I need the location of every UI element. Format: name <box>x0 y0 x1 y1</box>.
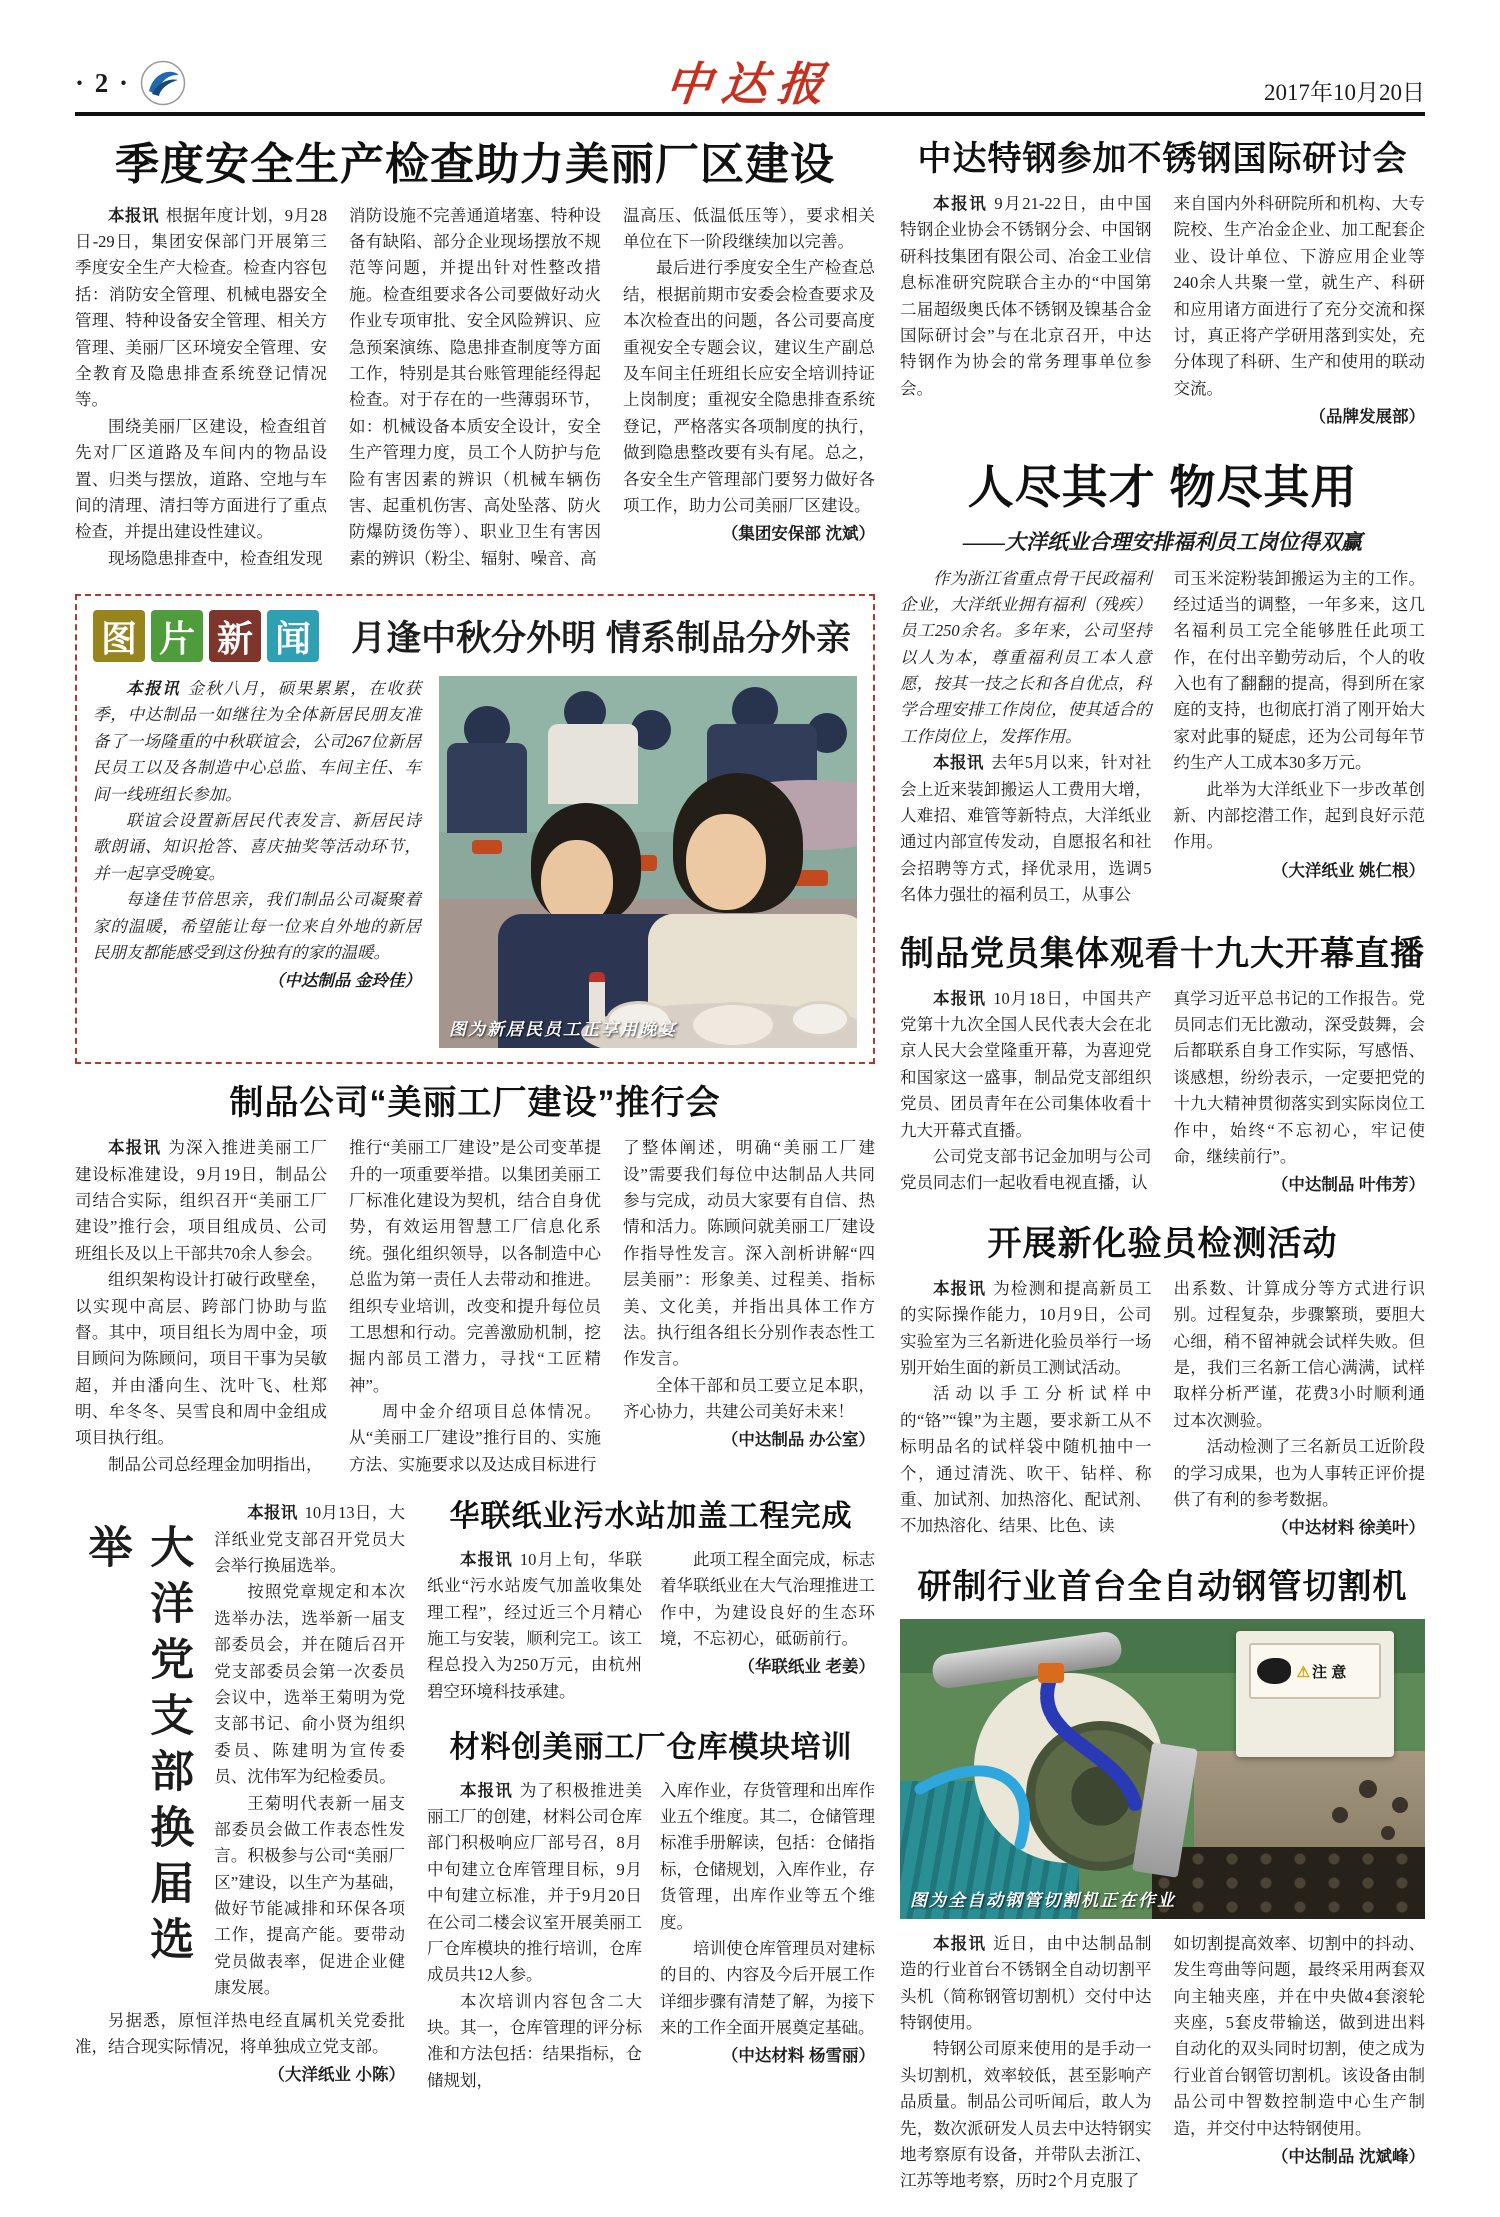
paragraph: 出系数、计算成分等方式进行识别。过程复杂，步骤繁琐，要胆大心细，稍不留神就会试样失败。但是，我们三名新工信心满满，试样取样分析严谨，花费3小时顺利通过本次测验。 <box>1173 1278 1425 1430</box>
column-2 <box>1174 986 1426 1199</box>
photo-caption: 图为全自动钢管切割机正在作业 <box>910 1890 1176 1910</box>
article-columns <box>900 1276 1425 1542</box>
article-columns <box>427 1778 875 2095</box>
paragraph-text: 9月21-22日，由中国特钢企业协会不锈钢分会、中国钢研科技集团有限公司、冶金工业信息标准研究院联合主办的“中国第二届超级奥氏体不锈钢及镍基合金国际研讨会”与在北京召开，中达特钢作为协会的常务理事单位参会。 <box>900 194 1152 398</box>
article-pipe-cutter <box>900 1568 1425 2195</box>
paragraph-text: 为了积极推进美丽工厂的创建，材料公司仓库部门积极响应厂部号召，8月中旬建立仓库管理目标，9月中旬建立标准，并于9月20日在公司二楼会议室开展美丽工厂仓库模块的推行培训，仓库成员共12人参。 <box>427 1780 643 1985</box>
column-1 <box>427 1778 642 2095</box>
paragraph: 公司党支部书记金加明与公司党员同志们一起收看电视直播，认 <box>900 1147 1152 1193</box>
paragraph: 组织架构设计打破行政壁垒，以实现中高层、跨部门协助与监督。其中，项目组长为周中金，项目顾问为陈顾问，项目干事为吴敏超，并由潘向生、沈叶飞、杜郑明、牟冬冬、吴雪良和周中金组成项目执行组。 <box>75 1270 327 1448</box>
article-talent-use <box>900 461 1425 909</box>
column-2 <box>1174 1276 1426 1542</box>
page-number: · 2 · <box>75 67 131 98</box>
photo-woman-right-face <box>686 814 766 910</box>
paragraph <box>427 1778 642 1989</box>
paragraph: 现场隐患排查中，检查组发现 <box>108 548 323 568</box>
dateline-label: 本报讯 <box>108 206 159 225</box>
paragraph <box>900 1931 1152 2037</box>
paragraph <box>75 203 327 414</box>
paragraph: 活动检测了三名新员工近阶段的学习成果，也为人事转正评价提供了有利的参考数据。 <box>1173 1437 1425 1510</box>
article-dayang-election <box>75 1500 405 2116</box>
dateline-label: 本报讯 <box>460 1781 513 1800</box>
paragraph: 活动以手工分析试样中的“铬”“镍”为主题，要求新工从不标明品名的试样袋中随机抽中一个，通过清洗、吹干、钻样、称重、加试剂、加热溶化、配试剂、不加热溶化、结果、比色、读 <box>900 1384 1152 1536</box>
company-logo-icon <box>140 60 186 106</box>
photo-figure <box>447 743 527 833</box>
column-1 <box>900 1276 1152 1542</box>
paragraph: 特钢公司原来使用的是手动一头切割机，效率较低，甚至影响产品质量。制品公司听闻后，敢人为先，数次派研发人员去中达特钢实地考察原有设备，并带队去浙江、江苏等地考察，历时2个月克服了 <box>900 2039 1152 2191</box>
coolant-hoses-graphic <box>900 1619 1425 1919</box>
paragraph-text: 10月13日，大洋纸业党支部召开党员大会举行换届选举。 <box>214 1503 406 1576</box>
logo-tile-icon: 片 <box>151 610 203 662</box>
column-1 <box>900 1931 1152 2195</box>
paragraph: 王菊明代表新一届支部委员会做工作表态性发言。积极参与公司“美丽厂区”建设，以生产为基础，做好节能减排和环保各项工作，提高产能。要带动党员做表率，促进企业健康发展。 <box>214 1793 405 1998</box>
dateline-label: 本报讯 <box>933 754 984 773</box>
vertical-headline: 大洋党支部换届选举 <box>81 1524 193 1973</box>
article-columns <box>900 1931 1425 2195</box>
column-2 <box>660 1778 875 2095</box>
paragraph-text: 金秋八月，硕果累累，在收获季，中达制品一如继往为全体新居民朋友准备了一场隆重的中秋联谊会，公司267位新居民员工以及各制造中心总监、车间主任、车间一线班组长参加。 <box>93 679 422 804</box>
column-1 <box>75 1135 327 1478</box>
column-2 <box>1174 191 1426 431</box>
article-warehouse-training <box>427 1731 875 2094</box>
dateline-label: 本报讯 <box>460 1550 513 1569</box>
paragraph: 围绕美丽厂区建设，检查组首先对厂区道路及车间内的物品设置、归类与摆放，道路、空地与车间的清理、清扫等方面进行了重点检查，并提出建设性建议。 <box>75 416 327 542</box>
article-headline: 材料创美丽工厂仓库模块培训 <box>449 1731 853 1765</box>
column-1 <box>900 566 1152 909</box>
paragraph <box>427 1547 642 1705</box>
column-1 <box>427 1547 642 1705</box>
picture-news-logo <box>93 610 319 662</box>
byline: （中达材料 杨雪丽） <box>721 2047 875 2066</box>
paragraph <box>93 676 421 808</box>
dateline-label: 本报讯 <box>933 989 987 1008</box>
paragraph: 真学习近平总书记的工作报告。党员同志们无比激动，深受鼓舞，会后都联系自身工作实际，写感悟、谈感想，纷纷表示，一定要把党的十九大精神贯彻落实到实际岗位工作中，始终“不忘初心，牢记使命，继续前行”。 <box>1173 988 1425 1167</box>
byline: （中达制品 叶伟芳） <box>1271 1176 1425 1195</box>
warning-triangle-icon: ⚠ <box>1296 1663 1311 1681</box>
article-hualian-sewage <box>427 1500 875 1705</box>
paragraph <box>900 986 1152 1144</box>
paragraph-text: 为深入推进美丽工厂建设标准建设，9月19日，制品公司结合实际，组织召开“美丽工厂建设”推行会，项目组成员、公司班组长及以上干部共70余人参会。 <box>75 1138 328 1263</box>
paragraph-text: 去年5月以来，针对社会上近来装卸搬运人工费用大增，人难招、难管等新特点，大洋纸业通过内部宣传发动，自愿报名和社会招聘等方式，择优录用，选调5名体力强壮的福利员工，从事公 <box>900 753 1152 905</box>
column-2 <box>349 203 601 572</box>
dayang-top <box>75 1500 405 2001</box>
logo-tile-icon: 新 <box>209 610 261 662</box>
article-headline: 季度安全生产检查助力美丽厂区建设 <box>115 140 835 189</box>
byline: （中达制品 办公室） <box>721 1431 875 1450</box>
right-section <box>900 140 1425 2217</box>
article-headline: 华联纸业污水站加盖工程完成 <box>449 1500 853 1534</box>
paragraph: 消防设施不完善通道堵塞、特种设备有缺陷、部分企业现场摆放不规范等问题，并提出针对性整改措施。检查组要求各公司要做好动火作业专项审批、安全风险辨识、应急预案演练、隐患排查制度等方面工作，特别是其台账管理能经得起检查。对于存在的一些薄弱环节，如：机械设备本质安全设计，安全生产管理力度，员工个人防护与危险有害因素的辨识（机械车辆伤害、起重机伤害、高处坠落、防火防爆防烫伤等）、职业卫生有害因素的辨识（粉尘、辐射、噪音、高 <box>349 205 601 568</box>
article-subtitle: ——大洋纸业合理安排福利员工岗位得双赢 <box>963 529 1362 554</box>
paragraph: 培训使仓库管理员对建标的目的、内容及今后开展工作详细步骤有清楚了解，为接下来的工作全面开展奠定基础。 <box>660 1938 875 2038</box>
article-headline: 制品党员集体观看十九大开幕直播 <box>900 934 1425 973</box>
dateline-label: 本报讯 <box>108 1139 162 1158</box>
paragraph: 推行“美丽工厂建设”是公司变革提升的一项重要举措。以集团美丽工厂标准化建设为契机，结合自身优势，有效运用智慧工厂信息化系统。强化组织领导，以各制造中心总监为第一责任人去带动和推进。组织专业培训，改变和提升每位员工思想和行动。完善激励机制，挖掘内部员工潜力，寻找“工匠精神”。 <box>349 1138 601 1395</box>
article-congress-broadcast <box>900 935 1425 1199</box>
publication-date: 2017年10月20日 <box>1264 80 1425 105</box>
paragraph: 每逢佳节倍思亲，我们制品公司凝聚着家的温暖，希望能让每一位来自外地的新居民朋友都能感受到这份独有的家的温暖。 <box>93 890 421 962</box>
paragraph: 全体干部和员工要立足本职，齐心协力，共建公司美好未来！ <box>623 1375 875 1422</box>
paragraph: 司玉米淀粉装卸搬运为主的工作。经过适当的调整，一年多来，这几名福利员工完全能够胜任此项工作，在付出辛勤劳动后，个人的收入也有了翻翻的提高，得到所在家庭的支持，也彻底打消了刚开始大家对此事的疑虑，还为公司每年节约生产人工成本30多万元。 <box>1173 568 1425 773</box>
byline: （品牌发展部） <box>1309 408 1425 427</box>
paragraph: 本次培训内容包含二大块。其一，仓库管理的评分标准和方法包括：结果指标，仓储规划， <box>427 1991 642 2090</box>
paragraph: 温高压、低温低压等），要求相关单位在下一阶段继续加以完善。 <box>623 205 875 251</box>
cutting-machine-photo <box>900 1619 1425 1919</box>
paragraph: 来自国内外科研院所和机构、大专院校、生产冶金企业、加工配套企业、设计单位、下游应用企业等240余人共聚一堂，就生产、科研和应用诸方面进行了充分交流和探讨，真正将产学研用落到实处，充分体现了科研、生产和使用的联动交流。 <box>1173 194 1425 398</box>
paragraph: 此项工程全面完成，标志着华联纸业在大气治理推进工作中，为建设良好的生态环境，不忘初心，砥砺前行。 <box>660 1549 875 1648</box>
paragraph: 制品公司总经理金加明指出， <box>108 1454 323 1474</box>
byline: （中达制品 金玲佳） <box>267 972 421 991</box>
paragraph: 入库作业，存货管理和出库作业五个维度。其二，仓储管理标准手册解读，包括：仓储指标，仓储规划，入库作业，存货管理，出库作业等五个维度。 <box>660 1780 875 1932</box>
article-columns <box>427 1547 875 1705</box>
article-columns <box>75 203 875 572</box>
article-headline: 开展新化验员检测活动 <box>987 1224 1338 1263</box>
warning-text: 注 意 <box>1312 1663 1347 1681</box>
dayang-column <box>214 1500 405 2001</box>
paragraph: 周中金介绍项目总体情况。从“美丽工厂建设”推行目的、实施方法、实施要求以及达成目标进行 <box>349 1402 601 1474</box>
logo-tile-icon: 闻 <box>267 610 319 662</box>
paragraph-text: 近日，由中达制品制造的行业首台不锈钢全自动切割平头机（简称钢管切割机）交付中达特钢使用。 <box>900 1933 1152 2033</box>
dateline-label: 本报讯 <box>933 1934 987 1953</box>
dateline-label: 本报讯 <box>933 1279 987 1298</box>
column-2 <box>1174 1931 1426 2195</box>
paragraph-text: 10月上旬，华联纸业“污水站废气加盖收集处理工程”，经过近三个月精心施工与安装，顺利完工。该工程总投入为250万元，由杭州碧空环境科技承建。 <box>427 1549 643 1701</box>
banquet-photo <box>439 676 857 1048</box>
paragraph <box>900 750 1152 908</box>
paragraph: 联谊会设置新居民代表发言、新居民诗歌朗诵、知识抢答、喜庆抽奖等活动环节，并一起享受晚宴。 <box>93 811 421 883</box>
paragraph-text: 为检测和提高新员工的实际操作能力，10月9日，公司实验室为三名新进化验员举行一场别开始生面的新员工测试活动。 <box>900 1278 1152 1378</box>
paragraph-text: 根据年度计划，9月28日-29日，集团安保部门开展第三季度安全生产大检查。检查内容包括：消防安全管理、机械电器安全管理、特种设备安全管理、相关方管理、美丽厂区环境安全管理、安全教育及隐患排查系统登记情况等。 <box>75 205 328 410</box>
photo-woman-left-face <box>541 840 613 926</box>
byline: （大洋纸业 小陈） <box>268 2066 405 2085</box>
byline: （中达制品 沈斌峰） <box>1271 2148 1425 2167</box>
paragraph: 最后进行季度安全生产检查总结，根据前期市安委会检查要求及本次检查出的问题，各公司要高度重视安全专题会议，建议生产副总及车间主任班组长应安全培训持证上岗制度；重视安全隐患排查系统登记，严格落实各项制度的执行，做到隐患整改要有头有尾。总之，各安全生产管理部门要努力做好各项工作，助力公司美丽厂区建设。 <box>623 258 875 515</box>
dateline-label: 本报讯 <box>126 680 181 699</box>
picture-news-box <box>75 594 875 1064</box>
column-2 <box>349 1135 601 1478</box>
picture-news-text <box>93 676 421 1048</box>
paragraph: 另据悉，原恒洋热电经直属机关党委批准，结合现实际情况，将单独成立党支部。 <box>75 2010 405 2057</box>
paragraph <box>75 1135 327 1267</box>
masthead-title: 中达报 <box>662 59 837 110</box>
dayang-bottom <box>75 2008 405 2089</box>
paragraph <box>900 191 1152 402</box>
photo-stool <box>472 840 502 854</box>
column-2 <box>660 1547 875 1705</box>
article-beautiful-factory-meeting <box>75 1084 875 1478</box>
article-lab-testing <box>900 1225 1425 1542</box>
paragraph: 作为浙江省重点骨干民政福利企业，大洋纸业拥有福利（残疾）员工250余名。多年来，公司坚持以人为本，尊重福利员工本人意愿，按其一技之长和各自优点，科学合理安排工作岗位，使其适合的工作岗位上，发挥作用。 <box>900 568 1152 746</box>
column-3 <box>623 1135 875 1478</box>
article-headline: 中达特钢参加不锈钢国际研讨会 <box>917 140 1408 178</box>
article-columns <box>900 191 1425 431</box>
photo-caption: 图为新居民员工正享用晚宴 <box>449 1020 677 1040</box>
article-stainless-symposium <box>900 140 1425 431</box>
left-section <box>75 140 875 2217</box>
article-columns <box>900 566 1425 909</box>
column-1 <box>75 203 327 572</box>
photo-figure <box>548 724 638 804</box>
paragraph: 此举为大洋纸业下一步改革创新、内部挖潜工作，起到良好示范作用。 <box>1173 779 1425 852</box>
picture-news-body <box>93 676 857 1048</box>
bottom-middle-stack <box>427 1500 875 2116</box>
picture-news-headline: 月逢中秋分外明 情系制品分外亲 <box>351 619 851 659</box>
paragraph <box>214 1500 405 1579</box>
byline: （集团安保部 沈斌） <box>721 525 875 544</box>
dateline-label: 本报讯 <box>933 195 988 214</box>
paragraph: 如切割提高效率、切割中的抖动、发生弯曲等问题，最终采用两套双向主轴夹座，并在中央做4套滚轮夹座，5套皮带输送，做到进出料自动化的双头同时切割，使之成为行业首台钢管切割机。该设备由制品公司中智数控制造中心生产制造，并交付中达特钢使用。 <box>1173 1933 1425 2138</box>
page-number-group <box>75 60 186 106</box>
article-headline: 制品公司“美丽工厂建设”推行会 <box>229 1084 721 1123</box>
paragraph: 了整体阐述，明确“美丽工厂建设”需要我们每位中达制品人共同参与完成，动员大家要有自信、热情和活力。陈顾问就美丽工厂建设作指导性发言。深入剖析讲解“四层美丽”：形象美、过程美、指标美、文化美，并指出具体工作方法。执行组各组长分别作表态性工作发言。 <box>623 1138 875 1369</box>
dateline-label: 本报讯 <box>247 1504 298 1523</box>
byline: （大洋纸业 姚仁根） <box>1271 861 1425 880</box>
page-content <box>75 116 1425 2217</box>
paragraph-text: 10月18日，中国共产党第十九次全国人民代表大会在北京人民大会堂隆重开幕，为喜迎党和国家这一盛事，制品党支部组织党员、团员青年在公司集体收看十九大开幕式直播。 <box>900 988 1152 1140</box>
paragraph: 按照党章规定和本次选举办法，选举新一届支部委员会，并在随后召开党支部委员会第一次委员会议中，选举王菊明为党支部书记、俞小贤为组织委员、陈建明为宣传委员、沈伟军为纪检委员。 <box>214 1582 405 1787</box>
logo-tile-icon: 图 <box>93 610 145 662</box>
photo-dish <box>690 1002 776 1048</box>
paragraph <box>900 1276 1152 1382</box>
article-columns <box>75 1135 875 1478</box>
column-1 <box>900 986 1152 1199</box>
column-1 <box>900 191 1152 431</box>
bottom-left-row <box>75 1500 875 2116</box>
byline: （中达材料 徐美叶） <box>1271 1519 1425 1538</box>
picture-news-header <box>93 610 857 662</box>
article-safety-inspection <box>75 140 875 572</box>
byline: （华联纸业 老姜） <box>738 1658 875 1677</box>
article-columns <box>900 986 1425 1199</box>
article-headline: 研制行业首台全自动钢管切割机 <box>917 1567 1408 1606</box>
column-2 <box>1174 566 1426 909</box>
article-headline: 人尽其才 物尽其用 <box>967 460 1358 513</box>
column-3 <box>623 203 875 572</box>
page-header <box>75 48 1425 116</box>
photo-dish <box>790 1001 850 1037</box>
